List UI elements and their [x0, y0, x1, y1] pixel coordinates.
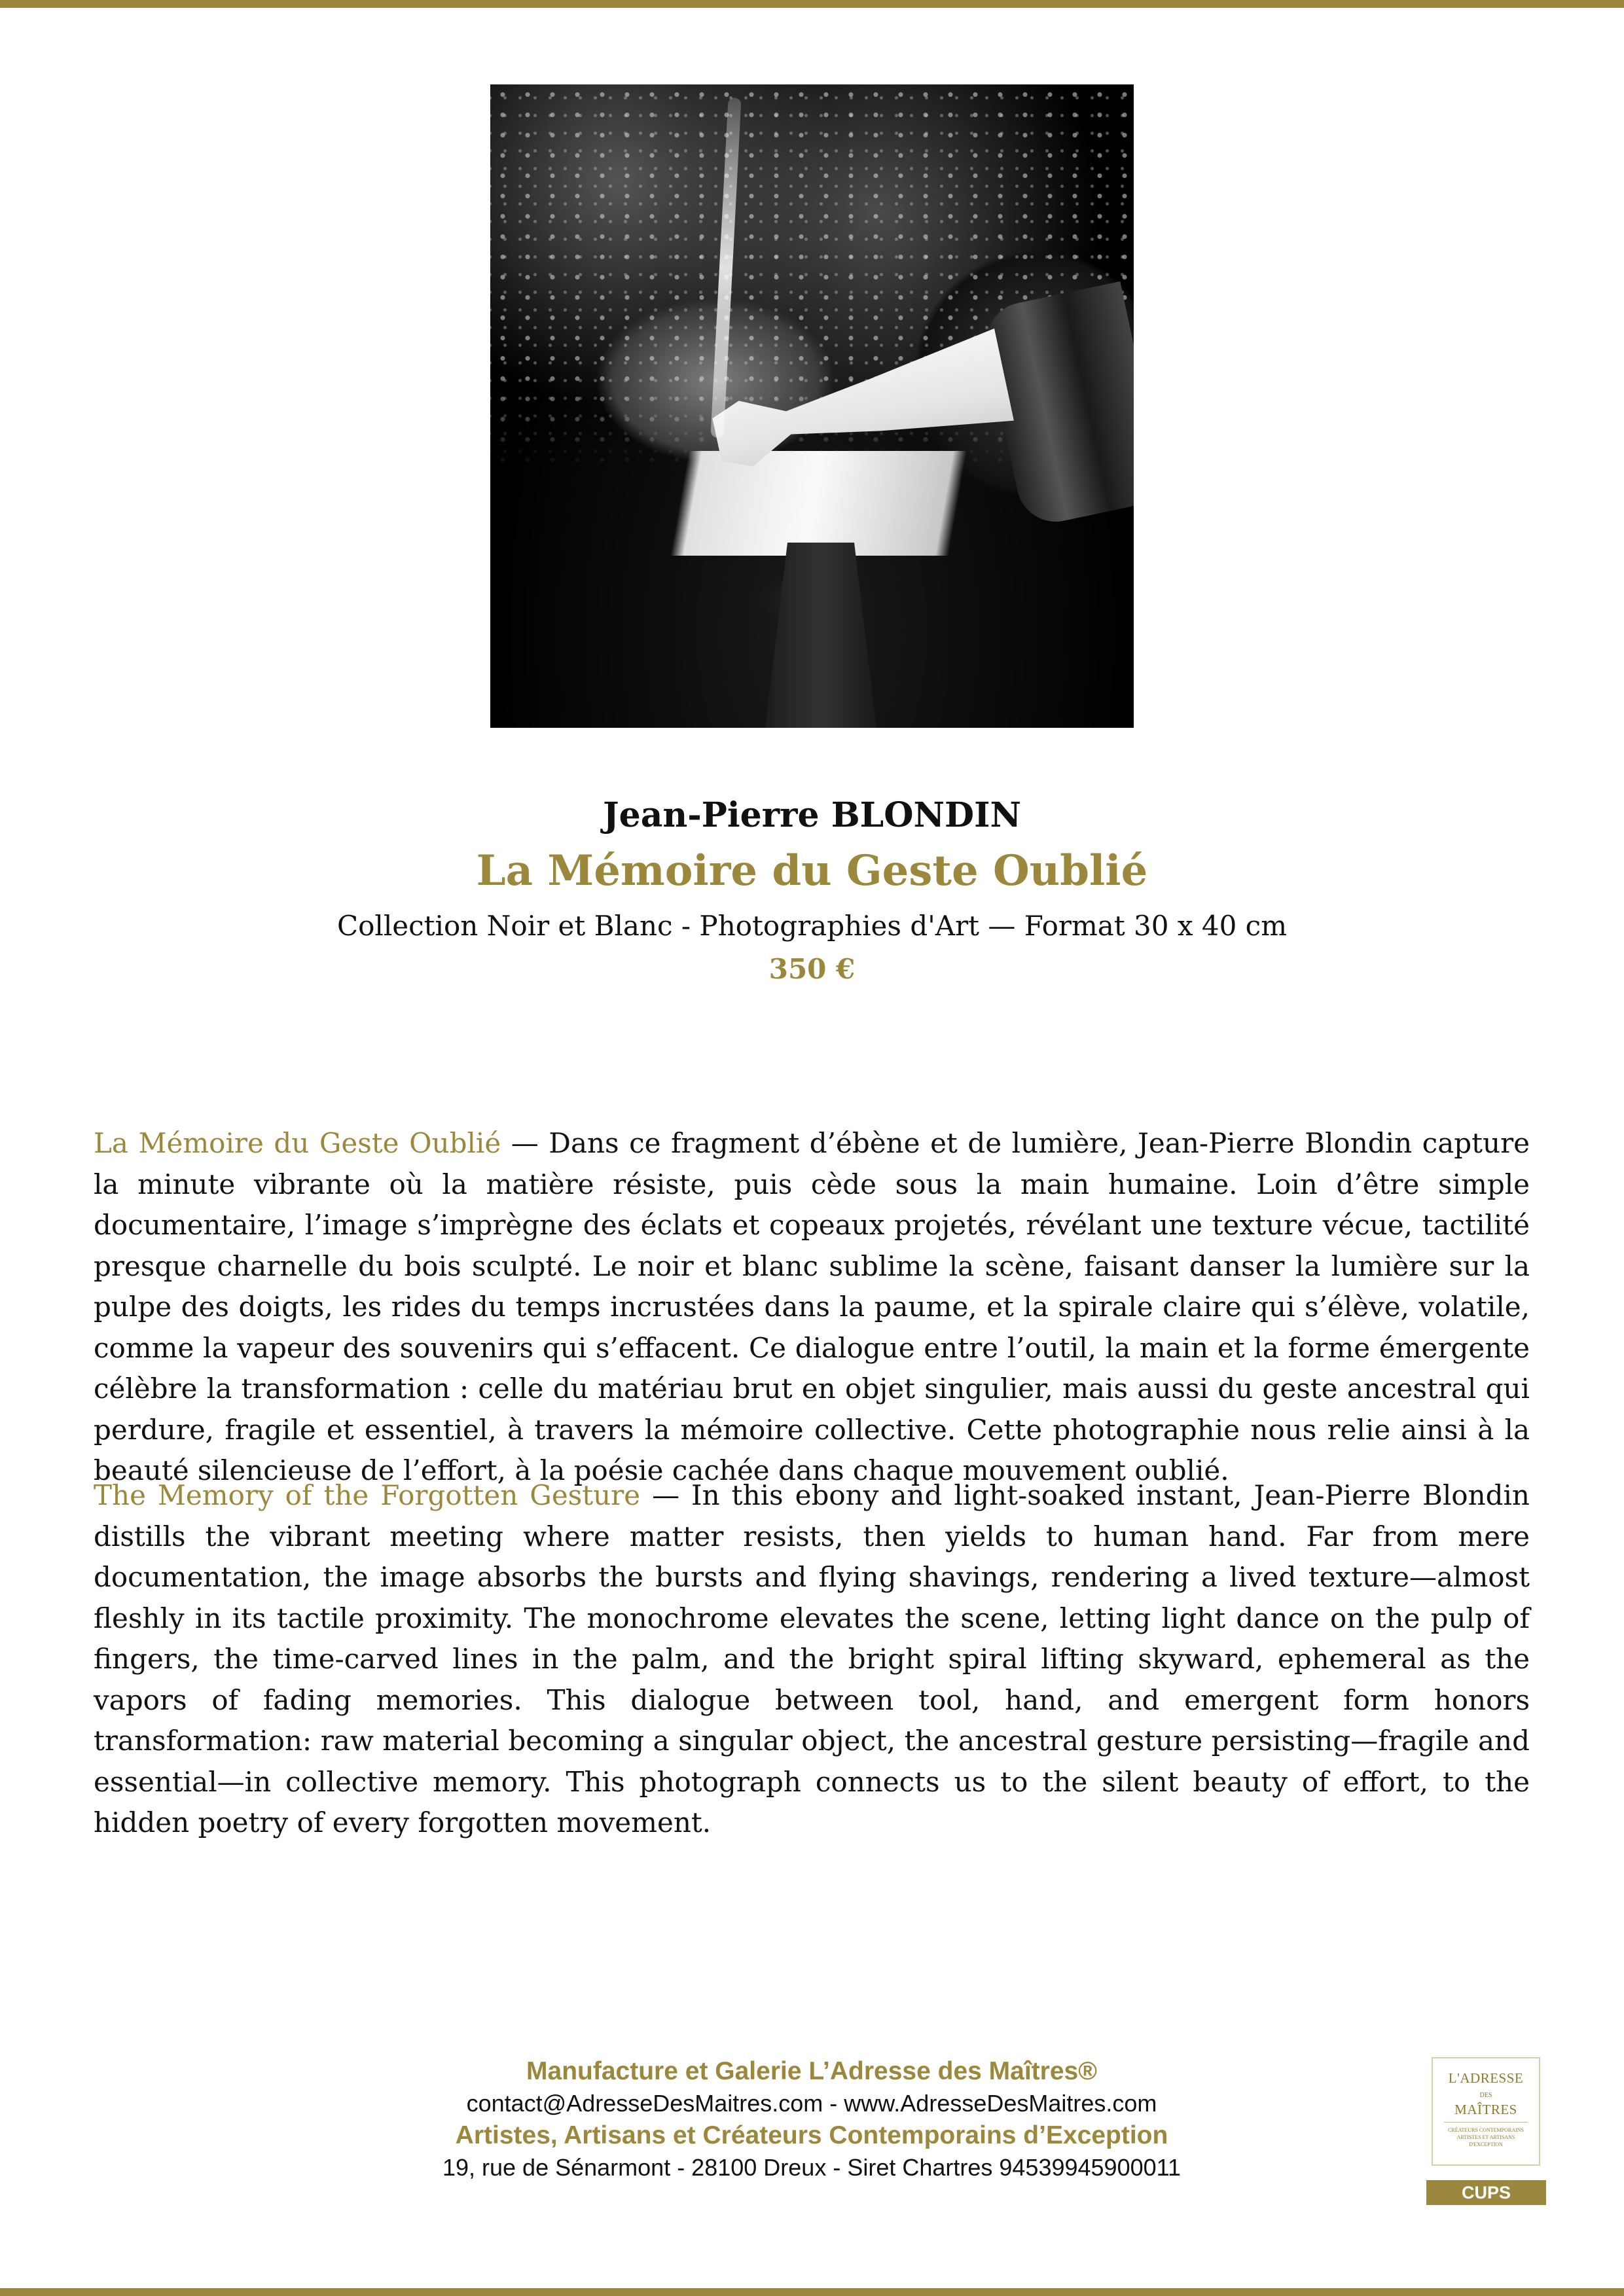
footer: [367, 2055, 1257, 2183]
description-french-text: — Dans ce fragment d’ébène et de lumière, Jean-Pierre Blondin capture la minute vibrante où la matière résiste, puis cède sous la main humaine. Loin d’être simple documentaire, l’image s’imprègne des éclats et copeaux projetés, révélant une texture vécue, tactilité presque charnelle du bois sculpté. Le noir et blanc sublime la scène, faisant danser la lumière sur la pulpe des doigts, les rides du temps incrustées dans la paume, et la spirale claire qui s’élève, volatile, comme la vapeur des souvenirs qui s’effacent. Ce dialogue entre l’outil, la main et la forme émergente célèbre la transformation : celle du matériau brut en objet singulier, mais aussi du geste ancestral qui perdure, fragile et essentiel, à travers la mémoire collective. Cette photographie nous relie ainsi à la beauté silencieuse de l’effort, à la poésie cachée dans chaque mouvement oublié.: [94, 1127, 1530, 1486]
logo-line-1: L'ADRESSE: [1448, 2070, 1524, 2086]
artwork-photo: [490, 84, 1134, 728]
footer-address: 19, rue de Sénarmont - 28100 Dreux - Siret Chartres 94539945900011: [442, 2154, 1182, 2181]
logo-small-2: ARTISTES ET ARTISANS: [1456, 2134, 1515, 2140]
footer-tagline: Artistes, Artisans et Créateurs Contemporains d’Exception: [455, 2121, 1168, 2149]
top-gold-bar: [0, 0, 1624, 8]
bottom-gold-bar: [0, 2288, 1624, 2296]
cups-badge: CUPS: [1426, 2180, 1546, 2205]
logo-divider: [1444, 2122, 1528, 2123]
artwork-price: 350 €: [768, 953, 856, 985]
logo-line-2: DES: [1479, 2092, 1492, 2099]
artwork-subtitle: Collection Noir et Blanc - Photographies d'Art — Format 30 x 40 cm: [336, 910, 1288, 942]
footer-company: Manufacture et Galerie L’Adresse des Maîtres®: [526, 2057, 1097, 2085]
artwork-title: La Mémoire du Geste Oublié: [476, 846, 1148, 895]
description-english-text: — In this ebony and light-soaked instant, Jean-Pierre Blondin distills the vibrant meeting where matter resists, then yields to human hand. Far from mere documentation, the image absorbs the bursts and flying shavings, rendering a lived texture—almost fleshly in its tactile proximity. The monochrome elevates the scene, letting light dance on the pulp of fingers, the time-carved lines in the palm, and the bright spiral lifting skyward, ephemeral as the vapors of fading memories. This dialogue between tool, hand, and emergent form honors transformation: raw material becoming a singular object, the ancestral gesture persisting—fragile and essential—in collective memory. This photograph connects us to the silent beauty of effort, to the hidden poetry of every forgotten movement.: [94, 1479, 1530, 1839]
description-french: [94, 1123, 1530, 1492]
artist-name: Jean-Pierre BLONDIN: [603, 795, 1021, 835]
description-english: [94, 1475, 1530, 1844]
logo-small-3: D'EXCEPTION: [1469, 2142, 1503, 2147]
logo-small-1: CRÉATEURS CONTEMPORAINS: [1448, 2127, 1524, 2133]
description-french-lead: La Mémoire du Geste Oublié: [94, 1127, 501, 1159]
footer-contact[interactable]: contact@AdresseDesMaitres.com - www.AdresseDesMaitres.com: [466, 2090, 1157, 2117]
brand-logo: [1432, 2057, 1540, 2166]
logo-line-3: MAÎTRES: [1454, 2102, 1517, 2117]
description-english-lead: The Memory of the Forgotten Gesture: [94, 1479, 641, 1511]
